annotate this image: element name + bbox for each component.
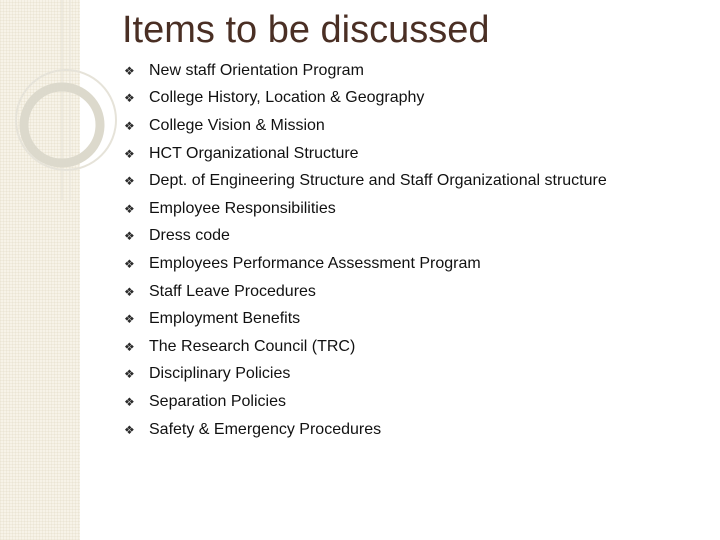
item-label: Staff Leave Procedures [149,282,316,300]
quad-bullet-icon: ❖ [124,146,135,161]
item-label: Dept. of Engineering Structure and Staff Organizational structure [149,172,607,190]
quad-bullet-icon: ❖ [124,174,135,189]
list-item [124,223,607,251]
list-item [124,250,607,278]
left-decorative-band [0,0,80,540]
slide-title: Items to be discussed [122,9,490,51]
list-item [124,195,607,223]
item-label: Employees Performance Assessment Program [149,254,481,272]
list-item [124,305,607,333]
item-label: New staff Orientation Program [149,61,364,79]
quad-bullet-icon: ❖ [124,339,135,354]
quad-bullet-icon: ❖ [124,312,135,327]
quad-bullet-icon: ❖ [124,256,135,271]
list-item [124,416,607,444]
quad-bullet-icon: ❖ [124,229,135,244]
quad-bullet-icon: ❖ [124,367,135,382]
quad-bullet-icon: ❖ [124,394,135,409]
list-item [124,278,607,306]
item-label: College Vision & Mission [149,116,325,134]
item-label: Separation Policies [149,392,286,410]
item-label: Disciplinary Policies [149,365,291,383]
list-item [124,57,607,85]
list-item [124,140,607,168]
item-label: Safety & Emergency Procedures [149,420,382,438]
quad-bullet-icon: ❖ [124,284,135,299]
list-item [124,167,607,195]
quad-bullet-icon: ❖ [124,201,135,216]
item-label: Dress code [149,227,230,245]
item-label: HCT Organizational Structure [149,144,359,162]
list-item [124,333,607,361]
quad-bullet-icon: ❖ [124,63,135,78]
discussion-items-list [124,57,607,443]
quad-bullet-icon: ❖ [124,118,135,133]
list-item [124,388,607,416]
item-label: Employee Responsibilities [149,199,336,217]
item-label: Employment Benefits [149,310,301,328]
list-item [124,361,607,389]
item-label: College History, Location & Geography [149,89,425,107]
item-label: The Research Council (TRC) [149,337,356,355]
quad-bullet-icon: ❖ [124,422,135,437]
quad-bullet-icon: ❖ [124,91,135,106]
list-item [124,85,607,113]
list-item [124,112,607,140]
